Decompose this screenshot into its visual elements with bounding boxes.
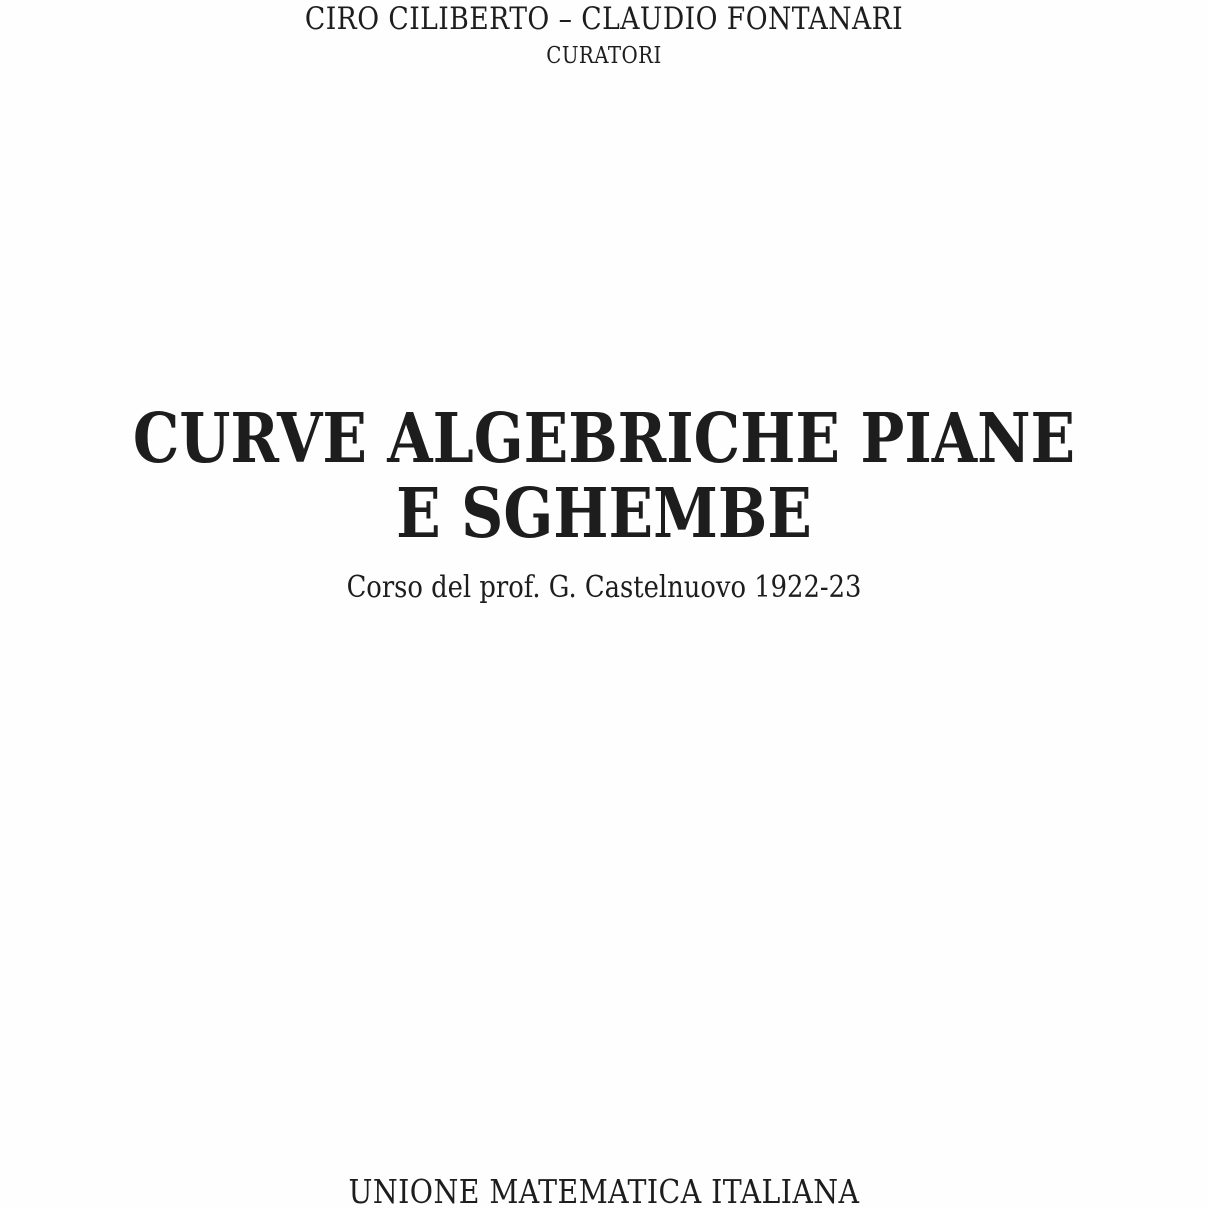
book-title bbox=[85, 399, 1124, 554]
book-title-line-2: E SGHEMBE bbox=[396, 474, 812, 554]
publisher-line: UNIONE MATEMATICA ITALIANA bbox=[348, 1172, 860, 1208]
book-title-line-1: CURVE ALGEBRICHE PIANE bbox=[132, 399, 1076, 479]
course-subtitle: Corso del prof. G. Castelnuovo 1922-23 bbox=[346, 570, 862, 605]
curators-label: CURATORI bbox=[546, 43, 662, 69]
authors-line: CIRO CILIBERTO – CLAUDIO FONTANARI bbox=[304, 1, 904, 37]
